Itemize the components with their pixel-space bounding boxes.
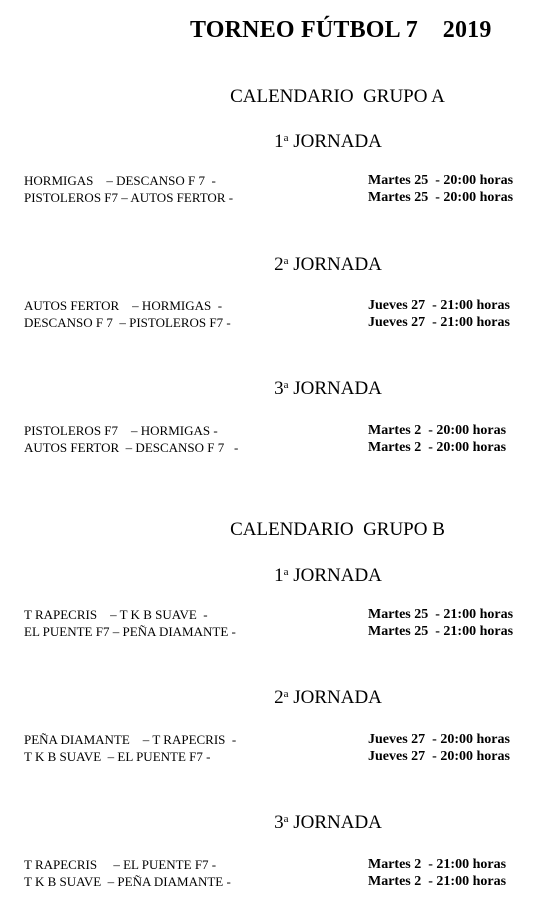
match-teams: PISTOLEROS F7 – AUTOS FERTOR - [24,190,234,205]
match-schedule: Martes 2 - 20:00 horas [368,440,507,455]
match-row [24,173,524,190]
match-row [24,874,524,891]
match-row [24,857,524,874]
match-row [24,298,524,315]
match-teams: AUTOS FERTOR – DESCANSO F 7 - [24,440,239,455]
match-teams: AUTOS FERTOR – HORMIGAS - [24,298,223,313]
group-b-round-2-heading: 2$^a$ JORNADA [274,687,382,708]
match-schedule: Martes 2 - 21:00 horas [368,857,507,872]
match-schedule: Martes 2 - 20:00 horas [368,423,507,438]
match-row [24,607,524,624]
match-row [24,423,524,440]
match-schedule: Martes 25 - 21:00 horas [368,624,514,639]
match-teams: EL PUENTE F7 – PEÑA DIAMANTE - [24,624,236,639]
group-b-round-1-heading: 1$^a$ JORNADA [274,565,382,586]
match-schedule: Jueves 27 - 21:00 horas [368,315,510,330]
group-a-heading: CALENDARIO GRUPO A [230,86,445,107]
match-schedule: Jueves 27 - 21:00 horas [368,298,510,313]
match-row [24,624,524,641]
match-schedule: Jueves 27 - 20:00 horas [368,732,510,747]
match-row [24,749,524,766]
match-teams: DESCANSO F 7 – PISTOLEROS F7 - [24,315,231,330]
group-a-round-1-heading: 1$^a$ JORNADA [274,131,382,152]
group-b-round-3-heading: 3$^a$ JORNADA [274,812,382,833]
match-teams: PISTOLEROS F7 – HORMIGAS - [24,423,218,438]
group-a-round-2-heading: 2$^a$ JORNADA [274,254,382,275]
match-schedule: Jueves 27 - 20:00 horas [368,749,510,764]
tournament-title: TORNEO FÚTBOL 7 2019 [190,17,492,43]
group-b-heading: CALENDARIO GRUPO B [230,519,445,540]
match-schedule: Martes 25 - 20:00 horas [368,190,514,205]
match-teams: T RAPECRIS – EL PUENTE F7 - [24,857,217,872]
match-teams: T K B SUAVE – PEÑA DIAMANTE - [24,874,231,889]
match-row [24,732,524,749]
match-schedule: Martes 2 - 21:00 horas [368,874,507,889]
match-teams: T RAPECRIS – T K B SUAVE - [24,607,208,622]
match-teams: T K B SUAVE – EL PUENTE F7 - [24,749,211,764]
match-teams: HORMIGAS – DESCANSO F 7 - [24,173,216,188]
match-row [24,190,524,207]
match-schedule: Martes 25 - 20:00 horas [368,173,514,188]
group-a-round-3-heading: 3$^a$ JORNADA [274,378,382,399]
match-row [24,315,524,332]
match-teams: PEÑA DIAMANTE – T RAPECRIS - [24,732,237,747]
match-row [24,440,524,457]
match-schedule: Martes 25 - 21:00 horas [368,607,514,622]
